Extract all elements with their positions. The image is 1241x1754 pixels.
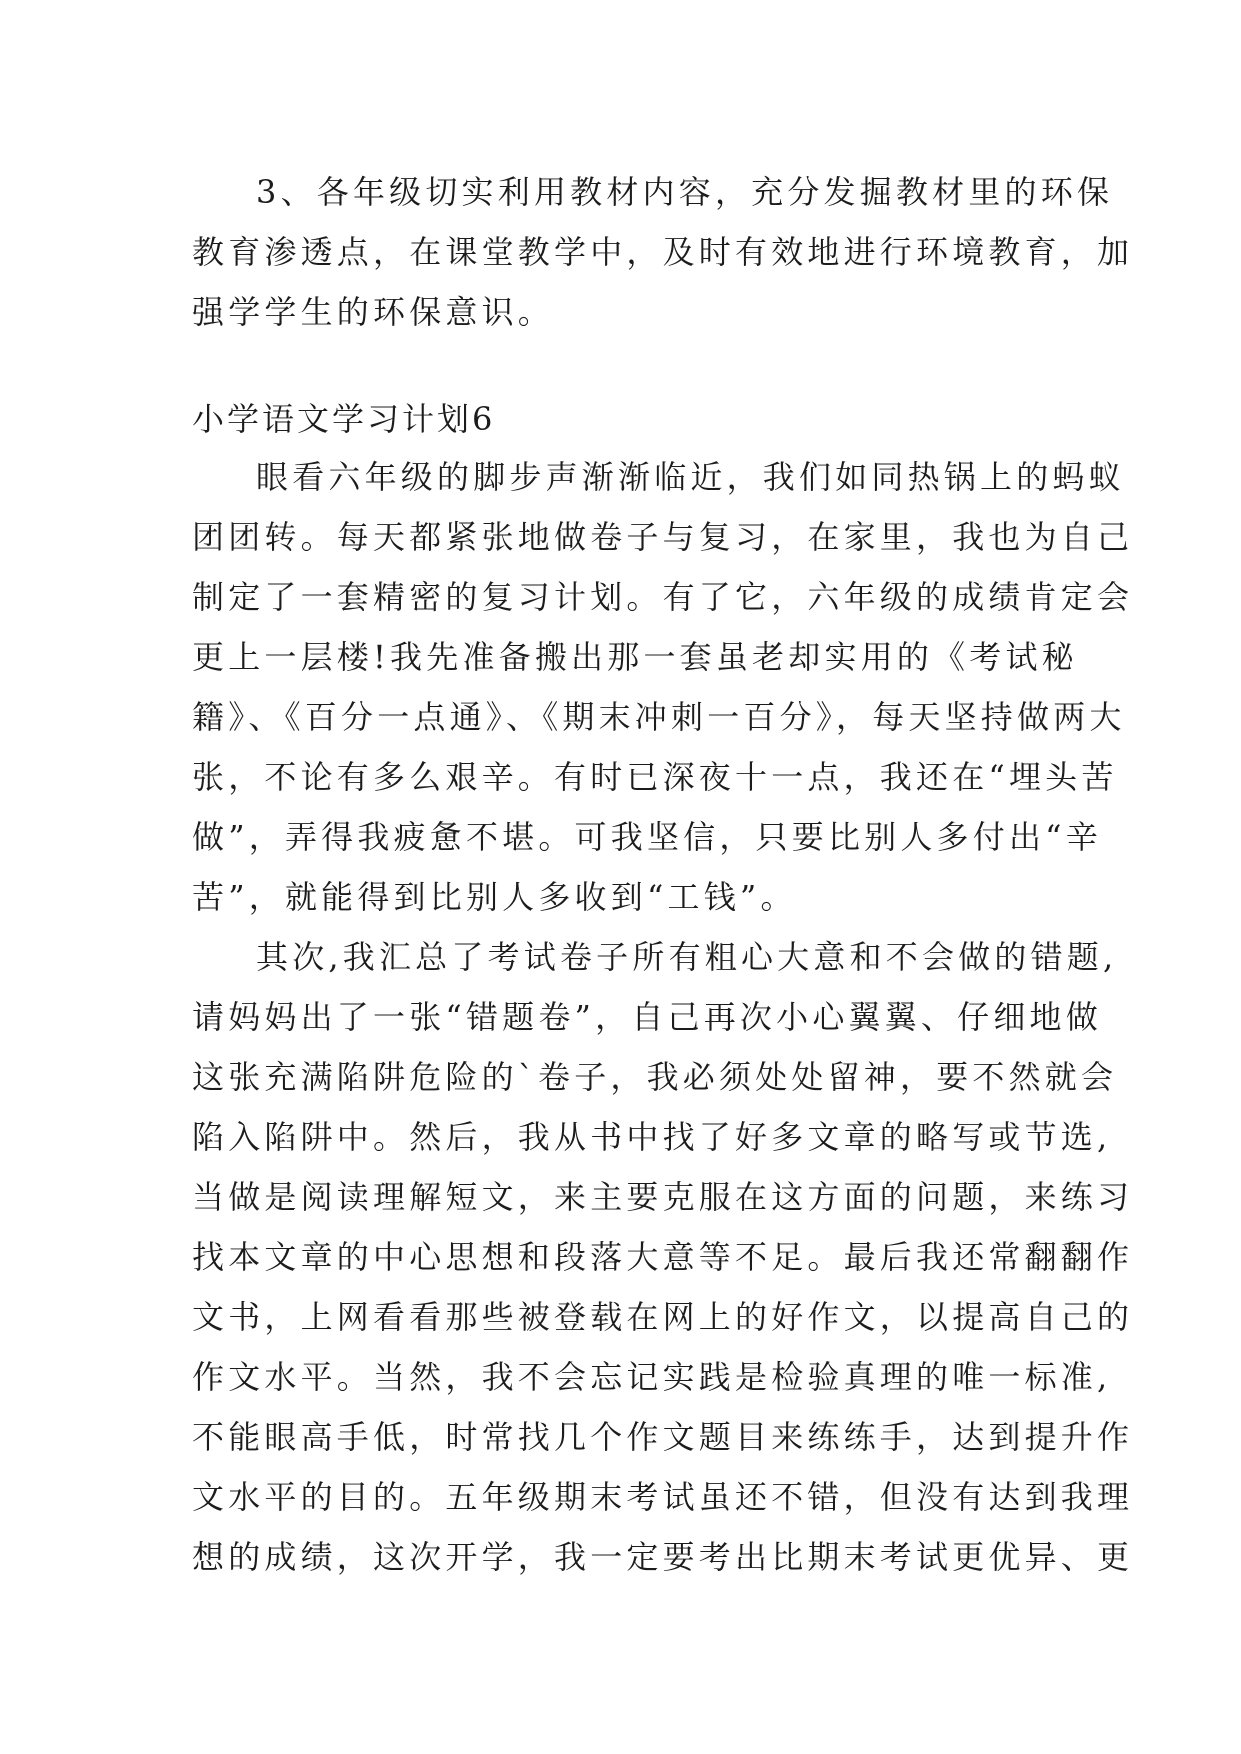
paragraph-line: 强学学生的环保意识。 [192,293,555,331]
paragraph-line: 教育渗透点，在课堂教学中，及时有效地进行环境教育，加 [192,233,1134,271]
paragraph-line: 文书，上网看看那些被登载在网上的好作文，以提高自己的 [192,1298,1134,1336]
paragraph-line: 作文水平。当然，我不会忘记实践是检验真理的唯一标准, [192,1358,1112,1396]
paragraph-line: 想的成绩，这次开学，我一定要考出比期末考试更优异、更 [192,1538,1134,1576]
paragraph-line: 找本文章的中心思想和段落大意等不足。最后我还常翻翻作 [192,1238,1134,1276]
paragraph-line: 请妈妈出了一张“错题卷”，自己再次小心翼翼、仔细地做 [192,998,1102,1036]
paragraph-line: 陷入陷阱中。然后，我从书中找了好多文章的略写或节选, [192,1118,1112,1156]
paragraph-line: 做”，弄得我疲惫不堪。可我坚信，只要比别人多付出“辛 [192,818,1102,856]
paragraph-line: 这张充满陷阱危险的`卷子，我必须处处留神，要不然就会 [192,1058,1118,1096]
paragraph-line: 不能眼高手低，时常找几个作文题目来练练手，达到提升作 [192,1418,1134,1456]
paragraph-line: 制定了一套精密的复习计划。有了它，六年级的成绩肯定会 [192,578,1134,616]
paragraph-line: 更上一层楼!我先准备搬出那一套虽老却实用的《考试秘 [192,638,1078,676]
paragraph-line: 籍》、《百分一点通》、《期末冲刺一百分》，每天坚持做两大 [192,698,1126,736]
paragraph-line: 团团转。每天都紧张地做卷子与复习，在家里，我也为自己 [192,518,1134,556]
paragraph-line: 眼看六年级的脚步声渐渐临近，我们如同热锅上的蚂蚁 [256,458,1125,496]
paragraph-line: 文水平的目的。五年级期末考试虽还不错，但没有达到我理 [192,1478,1134,1516]
paragraph-line: 当做是阅读理解短文，来主要克服在这方面的问题，来练习 [192,1178,1134,1216]
paragraph-line: 其次,我汇总了考试卷子所有粗心大意和不会做的错题, [256,938,1118,976]
paragraph-line: 3、各年级切实利用教材内容，充分发掘教材里的环保 [256,173,1114,211]
paragraph-line: 张，不论有多么艰辛。有时已深夜十一点，我还在“埋头苦 [192,758,1118,796]
paragraph-line: 苦”，就能得到比别人多收到“工钱”。 [192,878,797,916]
section-heading: 小学语文学习计划6 [192,400,496,438]
